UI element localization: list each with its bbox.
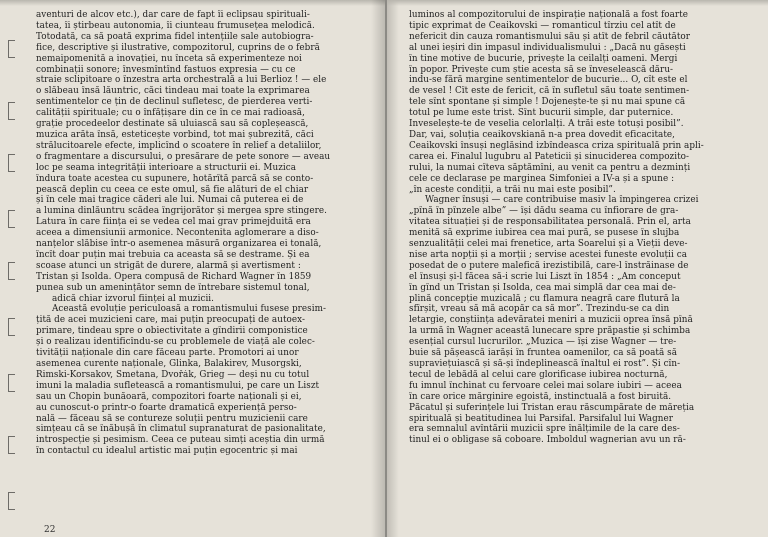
text-line: adică chiar izvorul ființei al muzicii. xyxy=(52,293,215,304)
text-line: Dar, vai, soluția ceaikovskiană n-a prea dovedit eficacitate, xyxy=(409,129,676,140)
text-line: imuni la maladia sufletească a romantismului, pe care un Liszt xyxy=(36,380,320,391)
text-line: pească deplin cu ceea ce este omul, să fie alături de el chiar xyxy=(36,184,309,195)
text-line: supraviețuiască și să-și îndeplinească înaltul ei rost”. Și cîn- xyxy=(409,359,681,369)
text-line: totul pe lume este trist. Sînt bucurii simple, dar puternice. xyxy=(409,108,674,119)
text-line: tipic exprimat de Ceaikovski — romanticul tîrziu cel atît de xyxy=(409,20,676,31)
text-line: senzualității celei mai frenetice, arta Soarelui și a Vieții deve- xyxy=(409,239,688,250)
text-line: în tine motive de bucurie, privește la ceilalți oameni. Mergi xyxy=(409,53,678,64)
text-line: încît doar puțin mai trebuia ca aceasta să se destrame. Și ea xyxy=(36,249,310,260)
margin-bracket-icon xyxy=(8,492,15,510)
text-line: simțeau că se înăbușă în climatul supranaturat de pasionalitate, xyxy=(36,424,326,435)
margin-bracket-icon xyxy=(8,262,15,280)
text-line: nise arta nopții și a morții ; servise acestei funeste evoluții ca xyxy=(409,249,687,260)
text-line: asemenea curente naționale, Glinka, Balakirev, Musorgski, xyxy=(36,359,302,369)
margin-bracket-icon xyxy=(8,154,15,172)
left-page-text xyxy=(36,10,368,457)
margin-bracket-icon xyxy=(8,40,15,58)
text-line: a lumina dinlăuntru scădea îngrijorător și mergea spre stingere. xyxy=(36,206,327,217)
text-line: Această evoluție periculoasă a romantismului fusese presim- xyxy=(52,304,327,315)
text-line: loc pe seama integrității interioare a structurii ei. Muzica xyxy=(36,162,297,173)
text-line: „pînă în pînzele albe” — își dădu seama cu înfiorare de gra- xyxy=(409,206,679,217)
text-line: luminos al compozitorului de inspirație națională a fost foarte xyxy=(409,10,689,20)
text-line: Rimski-Korsakov, Smetana, Dvořák, Grieg — deși nu cu totul xyxy=(36,369,310,380)
text-line: Păcatul și suferințele lui Tristan erau răscumpărate de măreția xyxy=(409,402,695,413)
margin-bracket-icon xyxy=(8,318,15,336)
text-line: spirituală și beatitudinea lui Parsifal. Parsifalul lui Wagner xyxy=(409,413,673,424)
text-line: tatea, îi știrbeau autonomia, îi ciunteau frumusețea melodică. xyxy=(36,20,315,31)
text-line: menită să exprime iubirea cea mai pură, se pusese în slujba xyxy=(409,228,680,239)
text-line: combinații sonore; învesmîntînd fastuos expresia — cu ce xyxy=(36,64,296,75)
text-line: el însuși și-l făcea să-i scrie lui Liszt în 1854 : „Am conceput xyxy=(409,271,681,282)
text-line: plină concepție muzicală ; cu flamura neagră care flutură la xyxy=(409,293,680,304)
page-number: 22 xyxy=(44,525,56,535)
text-line: era semnalul avîntării muzicii spre înălțimile de la care des- xyxy=(409,424,680,435)
text-line: țită de acei muzicieni care, mai puțin preocupați de autoex- xyxy=(36,315,306,326)
text-line: posedat de o putere malefică irezistibilă, care-l înstrăinase de xyxy=(409,260,689,271)
text-line: nanțelor slăbise într-o asemenea măsură organizarea ei tonală, xyxy=(36,239,322,250)
text-line: letargie, conștiința adevăratei meniri a muzicii oprea însă pînă xyxy=(409,315,693,326)
text-line: cele ce declarase pe marginea Simfoniei a IV-a și a spune : xyxy=(409,173,675,184)
text-line: fu imnul închinat cu fervoare celei mai solare iubiri — aceea xyxy=(409,380,682,391)
text-line: grație procedeelor destinate să uluiască sau să copleșească, xyxy=(36,119,309,130)
text-line: în popor. Privește cum știe acesta să se înveselească dăru- xyxy=(409,64,674,75)
text-line: sau un Chopin bunăoară, compozitori foarte naționali și ei, xyxy=(36,391,302,402)
right-page-text xyxy=(409,10,753,446)
text-line: tivității naționale din care făceau parte. Promotori ai unor xyxy=(36,348,299,359)
text-line: tele sînt spontane și simple ! Dojenește-te și nu mai spune că xyxy=(409,97,686,108)
text-line: Latura în care ființa ei se vedea cel mai grav primejduită era xyxy=(36,217,311,228)
text-line: îndura toate acestea cu supunere, hotărîtă parcă să se conto- xyxy=(36,173,314,184)
text-line: indu-se fără margine sentimentelor de bucurie... O, cît este el xyxy=(409,75,688,86)
text-line: calității spirituale; cu o înfățișare din ce în ce mai radioasă, xyxy=(36,108,305,119)
text-line: muzica arăta însă, esteticește vorbind, tot mai șubrezită, căci xyxy=(36,129,314,140)
text-line: o slăbeau însă lăuntric, căci tindeau mai toate la exprimarea xyxy=(36,86,310,97)
margin-bracket-icon xyxy=(8,210,15,228)
text-line: rului, la numai cîteva săptămîni, au venit ca pentru a dezminți xyxy=(409,162,691,173)
text-line: aceea a dimensiunii armonice. Necontenita aglomerare a diso- xyxy=(36,228,319,239)
text-line: esențial cursul lucrurilor. „Muzica — își zise Wagner — tre- xyxy=(409,337,677,348)
text-line: strălucitoarele efecte, implicînd o scoatere în relief a detaliilor, xyxy=(36,140,322,151)
text-line: sfîrșit, vreau să mă acopăr ca să mor”. Trezindu-se ca din xyxy=(409,304,670,315)
margin-bracket-icon xyxy=(8,102,15,120)
text-line: Wagner însuși — care contribuise masiv la împingerea crizei xyxy=(425,195,699,206)
text-line: au cunoscut-o printr-o foarte dramatică experiență perso- xyxy=(36,402,297,413)
text-line: introspecție și pesimism. Ceea ce puteau simți aceștia din urmă xyxy=(36,435,325,446)
text-line: Înveselește-te de veselia celorlalți. A trăi este totuși posibil”. xyxy=(409,119,684,130)
text-line: tecul de lebădă al celui care glorificase iubirea nocturnă, xyxy=(409,369,668,380)
text-line: la urmă în Wagner această lunecare spre prăpastie și schimba xyxy=(409,326,691,337)
text-line: punea sub un amenințător semn de întrebare sistemul tonal, xyxy=(36,282,310,293)
text-line: vitatea situației și de responsabilitatea personală. Prin el, arta xyxy=(409,217,691,228)
text-line: scoase atunci un strigăt de durere, alarmă și avertisment : xyxy=(36,260,301,271)
text-line: tinul ei o obligase să coboare. Imboldul wagnerian avu un ră- xyxy=(409,435,686,446)
right-page xyxy=(387,0,768,537)
text-line: fice, descriptive și ilustrative, compozitorul, cuprins de o febră xyxy=(36,42,320,53)
text-line: straie sclipitoare o înzestra arta orchestrală a lui Berlioz ! — ele xyxy=(36,75,327,86)
text-line: în gînd un Tristan și Isolda, cea mai simplă dar cea mai de- xyxy=(409,282,676,293)
text-line: și o realizau identificîndu-se cu problemele de viață ale colec- xyxy=(36,337,315,348)
text-line: carea ei. Finalul lugubru al Pateticii și sinuciderea compozito- xyxy=(409,151,690,162)
text-line: o fragmentare a discursului, o presărare de pete sonore — aveau xyxy=(36,151,331,162)
text-line: buie să pășească iarăși în fruntea oamenilor, ca să poată să xyxy=(409,348,678,359)
text-line: al unei ieșiri din impasul individualismului : „Dacă nu găsești xyxy=(409,42,686,53)
text-line: nală — făceau să se contureze soluții pentru muzicienii care xyxy=(36,413,308,424)
text-line: primare, tindeau spre o obiectivitate a gîndirii componistice xyxy=(36,326,308,337)
text-line: „în aceste condiții, a trăi nu mai este posibil”. xyxy=(409,184,616,195)
text-line: nemaipomenită a inovației, nu înceta să experimenteze noi xyxy=(36,53,302,64)
text-line: sentimentelor ce țin de declinul sufletesc, de pierderea verti- xyxy=(36,97,313,108)
text-line: aventuri de alcov etc.), dar care de fapt îi eclipsau spirituali- xyxy=(36,10,310,20)
text-line: în care orice mărginire egoistă, instinctuală a fost biruită. xyxy=(409,391,672,402)
margin-bracket-icon xyxy=(8,436,15,454)
margin-bracket-icon xyxy=(8,374,15,392)
text-line: și în cele mai tragice căderi ale lui. Numai că puterea ei de xyxy=(36,195,304,206)
margin-bracket-marks xyxy=(6,40,20,520)
text-line: Tristan și Isolda. Opera compusă de Richard Wagner în 1859 xyxy=(36,271,312,282)
text-line: Ceaikovski însuși neglăsind izbîndeasca criza spirituală prin apli- xyxy=(409,140,704,151)
text-line: Totodată, ca să poată exprima fidel intențiile sale autobiogra- xyxy=(36,31,314,42)
text-line: de vesel ! Cît este de fericit, că în sufletul său toate sentimen- xyxy=(409,86,690,97)
text-line: în contactul cu idealul artistic mai puțin egocentric și mai xyxy=(36,446,298,457)
text-line: nefericit din cauza romantismului său și atît de febril căutător xyxy=(409,31,691,42)
